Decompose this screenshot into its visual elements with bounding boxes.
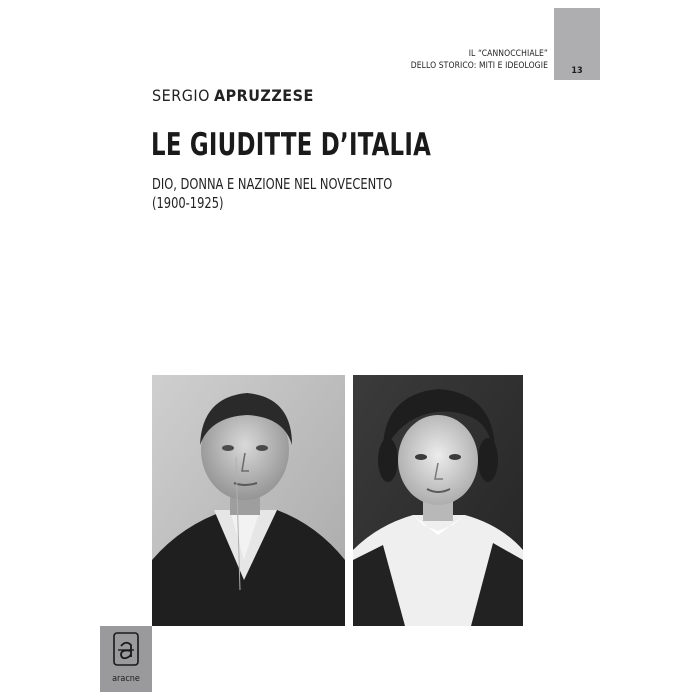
- author-last-name: APRUZZESE: [213, 86, 314, 105]
- author-first-name: SERGIO: [152, 86, 210, 105]
- portrait-photo-right: [353, 375, 523, 626]
- portrait-image-left: [152, 375, 345, 626]
- publisher-name: aracne: [112, 674, 140, 684]
- book-subtitle: [152, 175, 392, 213]
- publisher-block: [100, 626, 152, 692]
- portrait-image-right: [353, 375, 523, 626]
- publisher-logo-icon: [113, 632, 139, 666]
- series-title: [411, 48, 548, 72]
- author-name: [152, 86, 314, 105]
- series-number: 13: [571, 66, 583, 76]
- series-title-line2: DELLO STORICO: MITI E IDEOLOGIE: [410, 61, 548, 71]
- subtitle-line1: DIO, DONNA E NAZIONE NEL NOVECENTO: [152, 175, 393, 193]
- book-title: LE GIUDITTE D’ITALIA: [151, 127, 432, 163]
- subtitle-line2: (1900-1925): [152, 194, 224, 212]
- series-number-block: [554, 8, 600, 80]
- portrait-photo-left: [152, 375, 345, 626]
- series-title-line1: IL “CANNOCCHIALE”: [468, 49, 548, 59]
